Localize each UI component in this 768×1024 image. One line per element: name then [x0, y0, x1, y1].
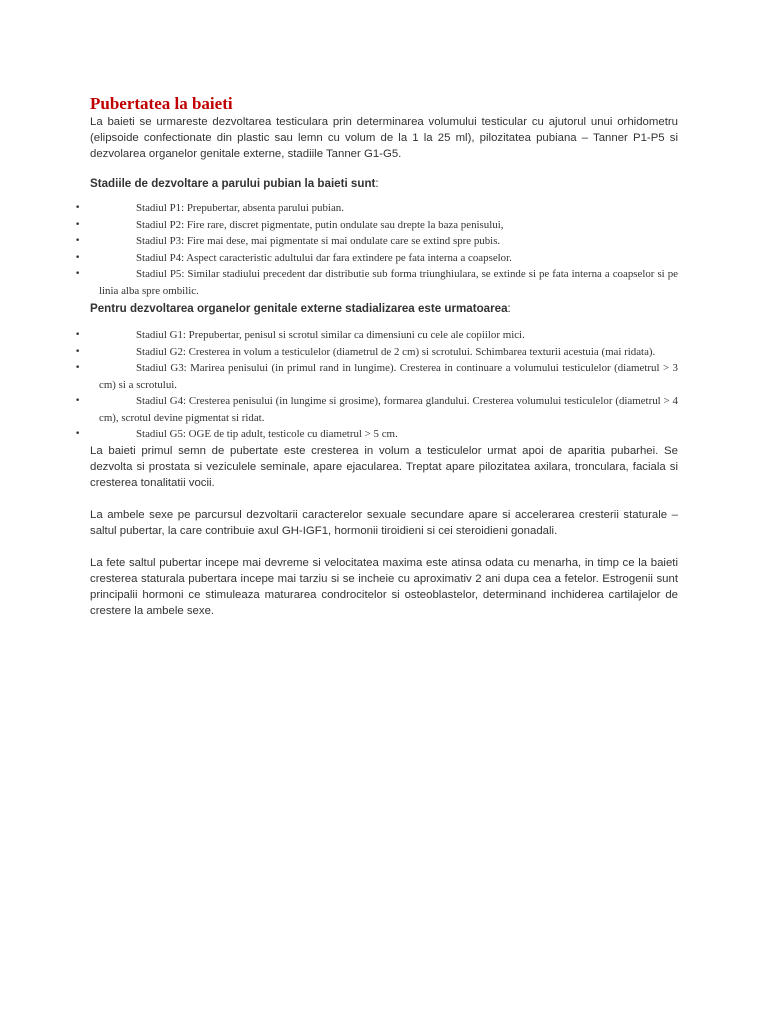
bullet-icon: • — [75, 396, 81, 406]
list-item — [75, 426, 678, 443]
list-item — [75, 233, 678, 250]
list-item-text: Stadiul P1: Prepubertar, absenta parului pubian. — [136, 202, 344, 214]
list-item-text: Stadiul G5: OGE de tip adult, testicole cu diametrul > 5 cm. — [136, 428, 398, 440]
list-item — [75, 327, 678, 344]
list-item-text: Stadiul P4: Aspect caracteristic adultului dar fara extindere pe fata interna a coapselor. — [136, 251, 512, 264]
genital-stages-heading-colon: : — [507, 302, 511, 315]
list-item-text: Stadiul G2: Cresterea in volum a testiculelor (diametrul de 2 cm) si scrotului. Schimbarea texturii acestuia (mai ridata). — [136, 345, 656, 358]
bullet-icon: • — [75, 363, 81, 373]
genital-stages-heading-text: Pentru dezvoltarea organelor genitale externe stadializarea este urmatoarea — [90, 302, 508, 315]
list-item-text: Stadiul G1: Prepubertar, penisul si scrotul similar ca dimensiuni cu cele ale copiilor mici. — [136, 329, 525, 341]
document-title: Pubertatea la baieti — [90, 94, 233, 113]
bullet-icon: • — [75, 330, 81, 340]
body-paragraph: La ambele sexe pe parcursul dezvoltarii caracterelor sexuale secundare apare si accelerarea cresterii staturale – saltul pubertar, la care contribuie axul GH-IGF1, hormonii tiroidieni si cei steroidieni gonadali. — [90, 508, 678, 537]
pubic-hair-stages-heading-text: Stadiile de dezvoltare a parului pubian la baieti sunt — [90, 177, 376, 190]
pubic-hair-stages-heading — [90, 176, 678, 192]
bullet-icon: • — [75, 346, 81, 357]
list-item — [75, 393, 678, 426]
list-item — [75, 266, 678, 299]
genital-stages-list — [75, 327, 678, 443]
list-item — [75, 360, 678, 393]
bullet-icon: • — [75, 269, 81, 279]
list-item-text: Stadiul P2: Fire rare, discret pigmentate, putin ondulate sau drepte la baza penisului, — [136, 218, 504, 231]
pubic-hair-stages-list — [75, 200, 678, 299]
pubic-hair-stages-heading-colon: : — [375, 177, 379, 190]
bullet-icon: • — [75, 236, 81, 246]
list-item — [75, 217, 678, 234]
intro-paragraph: La baieti se urmareste dezvoltarea testiculara prin determinarea volumului testicular cu ajutorul unui orhidometru (elipsoide confectionate din plastic sau lemn cu volum de la 1 la 25 ml), pilozitatea pubiana – Tanner P1-P5 si dezvolarea organelor genitale externe, stadiile Tanner G1-G5. — [90, 116, 678, 160]
bullet-icon: • — [75, 219, 81, 230]
document-content — [75, 94, 678, 619]
list-item — [75, 250, 678, 267]
bullet-icon: • — [75, 203, 81, 213]
list-item-text: Stadiul G3: Marirea penisului (in primul rand in lungime). Cresterea in continuare a volumului testiculelor (diametrul > 3 cm) si a scrotului. — [99, 362, 678, 391]
genital-stages-heading — [90, 301, 678, 317]
body-paragraph: La baieti primul semn de pubertate este cresterea in volum a testiculelor urmat apoi de aparitia pubarhei. Se dezvolta si prostata si veziculele seminale, apare ejacularea. Treptat apare pilozitatea axilara, tronculara, faciala si cresterea tonalitatii vocii. — [90, 444, 678, 489]
list-item-text: Stadiul G4: Cresterea penisului (in lungime si grosime), formarea glandului. Cresterea volumului testiculelor (diametrul > 4 cm), scrotul devine pigmentat si ridat. — [99, 395, 678, 424]
list-item-text: Stadiul P5: Similar stadiului precedent dar distributie sub forma triunghiulara, se extinde si pe fata interna a coapselor si pe linia alba spre ombilic. — [99, 268, 678, 297]
list-item — [75, 200, 678, 217]
list-item-text: Stadiul P3: Fire mai dese, mai pigmentate si mai ondulate care se extind spre pubis. — [136, 235, 501, 247]
bullet-icon: • — [75, 429, 81, 439]
list-item — [75, 344, 678, 361]
body-paragraph: La fete saltul pubertar incepe mai devreme si velocitatea maxima este atinsa odata cu menarha, in timp ce la baieti cresterea staturala pubertara incepe mai tarziu si se incheie cu aproximativ 2 ani dupa cea a fetelor. Estrogenii sunt principalii hormoni ce stimuleaza maturarea condrocitelor si osteoblastelor, determinand inchiderea cartilajelor de crestere la ambele sexe. — [90, 556, 678, 617]
bullet-icon: • — [75, 252, 81, 263]
